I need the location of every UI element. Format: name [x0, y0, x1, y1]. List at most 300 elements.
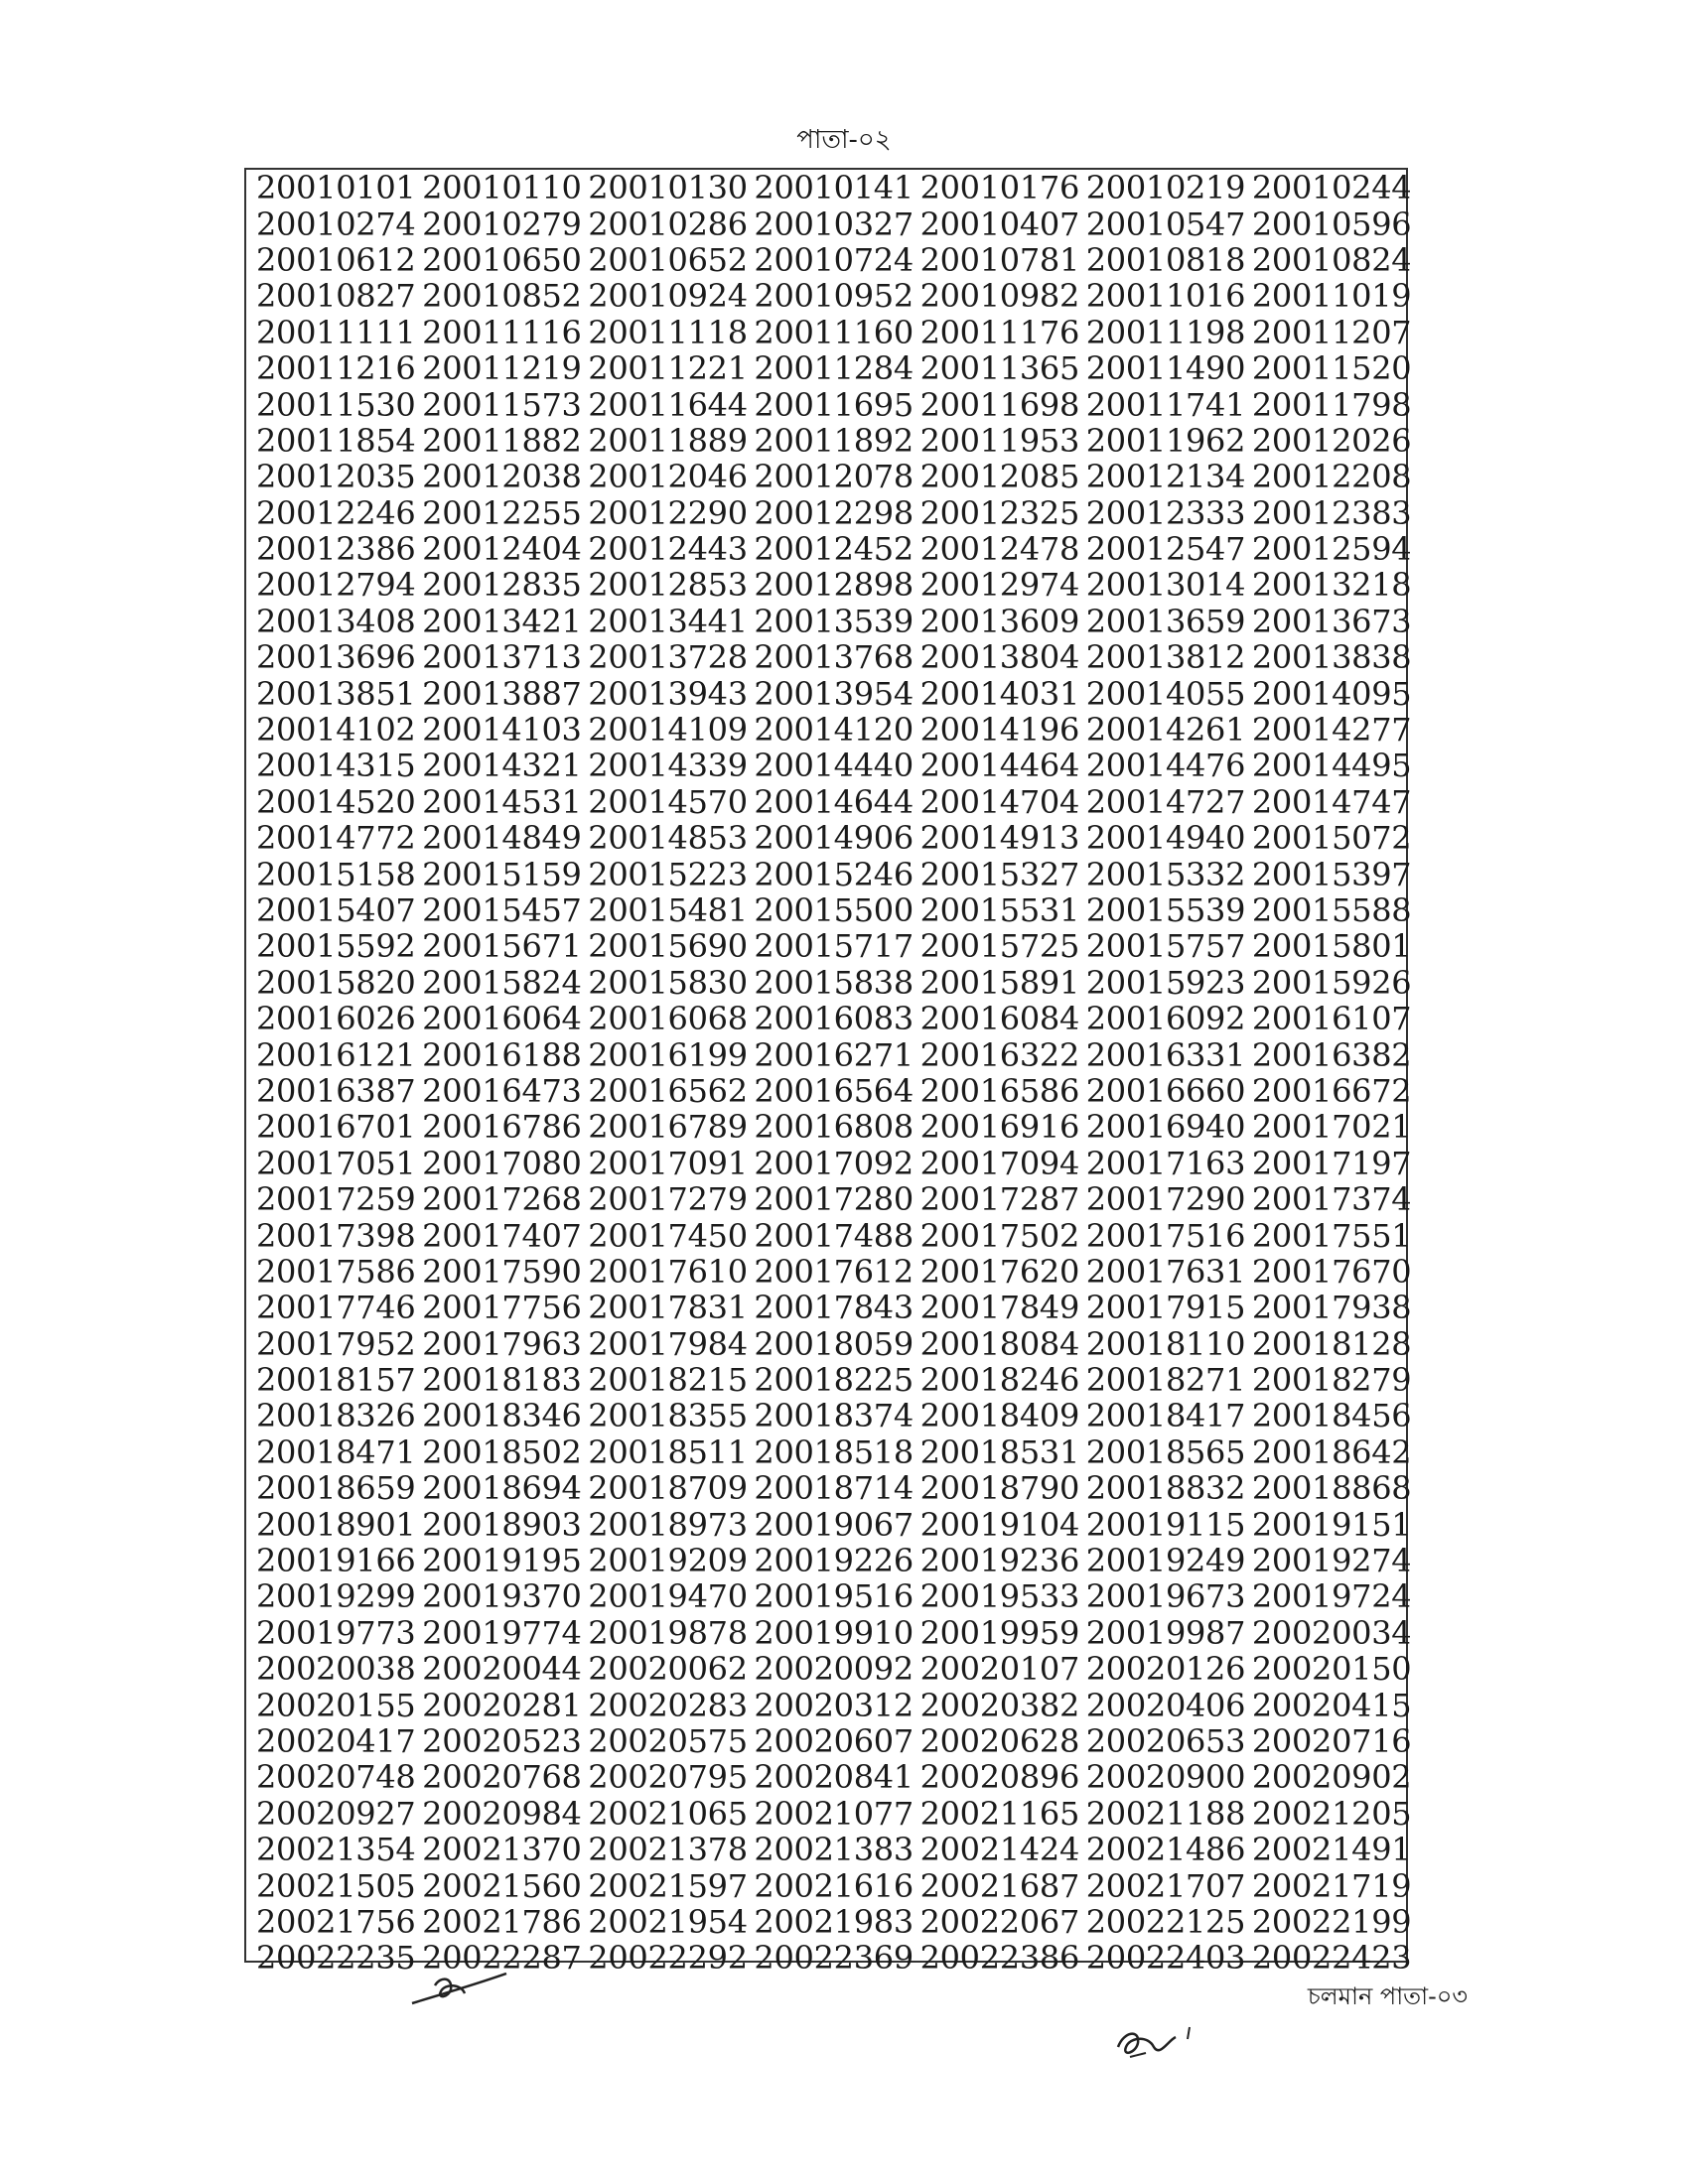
roll-number: 20017094 [919, 1144, 1080, 1182]
roll-number: 20011889 [588, 421, 748, 460]
roll-number: 20018183 [422, 1361, 582, 1400]
roll-number: 20021616 [754, 1866, 914, 1905]
roll-number: 20019209 [588, 1542, 748, 1580]
roll-number: 20016083 [754, 1000, 914, 1038]
roll-number: 20016562 [588, 1071, 748, 1110]
roll-number: 20010781 [919, 240, 1080, 279]
roll-number: 20011160 [754, 313, 914, 351]
roll-number: 20015671 [422, 927, 582, 966]
roll-number: 20021165 [919, 1794, 1080, 1833]
roll-number: 20017280 [754, 1180, 914, 1219]
roll-number: 20014853 [588, 819, 748, 858]
roll-number: 20017631 [1085, 1252, 1246, 1291]
roll-number: 20016701 [256, 1108, 416, 1147]
roll-number: 20020126 [1085, 1650, 1246, 1689]
roll-number: 20011118 [588, 313, 748, 351]
roll-number: 20016121 [256, 1035, 416, 1074]
roll-number: 20022403 [1085, 1939, 1246, 1978]
roll-number: 20010110 [422, 169, 582, 207]
roll-number: 20018868 [1251, 1469, 1412, 1508]
roll-number: 20017374 [1251, 1180, 1412, 1219]
roll-number: 20017756 [422, 1289, 582, 1327]
roll-number: 20011284 [754, 349, 914, 388]
roll-number: 20015830 [588, 963, 748, 1002]
roll-number: 20017670 [1251, 1252, 1412, 1291]
roll-number: 20021486 [1085, 1831, 1246, 1869]
roll-number: 20018271 [1085, 1361, 1246, 1400]
roll-number: 20016188 [422, 1035, 582, 1074]
roll-number: 20015717 [754, 927, 914, 966]
roll-number: 20020748 [256, 1758, 416, 1797]
roll-number: 20017612 [754, 1252, 914, 1291]
roll-number: 20020653 [1085, 1721, 1246, 1760]
roll-number: 20010274 [256, 205, 416, 243]
roll-number: 20016672 [1251, 1071, 1412, 1110]
roll-row [256, 639, 1418, 675]
roll-row [256, 459, 1418, 494]
roll-number: 20013218 [1251, 566, 1412, 605]
roll-number: 20020841 [754, 1758, 914, 1797]
roll-number: 20014055 [1085, 674, 1246, 713]
roll-number: 20013609 [919, 602, 1080, 640]
roll-row [256, 1832, 1418, 1867]
roll-number: 20015457 [422, 891, 582, 929]
roll-number: 20016271 [754, 1035, 914, 1074]
roll-number: 20020107 [919, 1650, 1080, 1689]
roll-number: 20012255 [422, 493, 582, 532]
roll-number: 20017516 [1085, 1216, 1246, 1255]
roll-number: 20014704 [919, 782, 1080, 821]
roll-row [256, 1904, 1418, 1940]
roll-number: 20010612 [256, 240, 416, 279]
roll-number: 20010827 [256, 277, 416, 316]
roll-number: 20020716 [1251, 1721, 1412, 1760]
roll-row [256, 965, 1418, 1001]
roll-number: 20017488 [754, 1216, 914, 1255]
roll-number: 20013804 [919, 638, 1080, 677]
roll-number: 20013696 [256, 638, 416, 677]
roll-number: 20018279 [1251, 1361, 1412, 1400]
roll-number: 20016564 [754, 1071, 914, 1110]
roll-number: 20012208 [1251, 458, 1412, 496]
roll-number: 20018901 [256, 1505, 416, 1544]
roll-number: 20016586 [919, 1071, 1080, 1110]
roll-number: 20017092 [754, 1144, 914, 1182]
roll-number: 20015407 [256, 891, 416, 929]
roll-number: 20017952 [256, 1324, 416, 1363]
roll-row [256, 1543, 1418, 1578]
roll-number: 20017746 [256, 1289, 416, 1327]
roll-number: 20017551 [1251, 1216, 1412, 1255]
roll-number: 20018502 [422, 1433, 582, 1471]
roll-number: 20012898 [754, 566, 914, 605]
roll-number: 20014102 [256, 711, 416, 750]
roll-row [256, 675, 1418, 711]
roll-number: 20013539 [754, 602, 914, 640]
roll-number: 20020038 [256, 1650, 416, 1689]
roll-number: 20022235 [256, 1939, 416, 1978]
roll-number: 20018374 [754, 1397, 914, 1435]
roll-row [256, 315, 1418, 350]
roll-number: 20018346 [422, 1397, 582, 1435]
roll-number: 20021597 [588, 1866, 748, 1905]
roll-number: 20012794 [256, 566, 416, 605]
roll-number: 20011216 [256, 349, 416, 388]
roll-row [256, 748, 1418, 783]
roll-number: 20016473 [422, 1071, 582, 1110]
roll-number: 20014849 [422, 819, 582, 858]
roll-row [256, 892, 1418, 928]
roll-number: 20010596 [1251, 205, 1412, 243]
roll-number: 20020150 [1251, 1650, 1412, 1689]
roll-number: 20020281 [422, 1686, 582, 1724]
roll-number: 20011198 [1085, 313, 1246, 351]
roll-number: 20015891 [919, 963, 1080, 1002]
roll-number: 20017502 [919, 1216, 1080, 1255]
roll-number: 20015820 [256, 963, 416, 1002]
roll-number: 20019724 [1251, 1577, 1412, 1616]
roll-number: 20012246 [256, 493, 416, 532]
roll-number: 20010852 [422, 277, 582, 316]
roll-number: 20014031 [919, 674, 1080, 713]
roll-number-table [244, 168, 1412, 1978]
roll-number: 20012478 [919, 530, 1080, 569]
roll-number: 20021756 [256, 1902, 416, 1941]
roll-row [256, 784, 1418, 820]
roll-number: 20012404 [422, 530, 582, 569]
roll-number: 20019959 [919, 1613, 1080, 1652]
roll-number: 20014440 [754, 747, 914, 785]
roll-row [256, 1290, 1418, 1325]
roll-number: 20021188 [1085, 1794, 1246, 1833]
signature-right [1110, 2017, 1199, 2067]
roll-number: 20017163 [1085, 1144, 1246, 1182]
roll-number: 20011573 [422, 385, 582, 424]
roll-number: 20021077 [754, 1794, 914, 1833]
roll-number: 20020062 [588, 1650, 748, 1689]
roll-number: 20011798 [1251, 385, 1412, 424]
roll-number: 20010952 [754, 277, 914, 316]
roll-row [256, 1723, 1418, 1759]
roll-number: 20019470 [588, 1577, 748, 1616]
roll-row [256, 1434, 1418, 1470]
roll-number: 20014727 [1085, 782, 1246, 821]
roll-number: 20017287 [919, 1180, 1080, 1219]
roll-number: 20014109 [588, 711, 748, 750]
roll-number: 20019370 [422, 1577, 582, 1616]
roll-number: 20013768 [754, 638, 914, 677]
roll-number: 20012452 [754, 530, 914, 569]
roll-number: 20020795 [588, 1758, 748, 1797]
roll-number: 20011111 [256, 313, 416, 351]
roll-number: 20019774 [422, 1613, 582, 1652]
roll-number: 20010982 [919, 277, 1080, 316]
roll-number: 20017831 [588, 1289, 748, 1327]
roll-number: 20016808 [754, 1108, 914, 1147]
roll-number: 20017963 [422, 1324, 582, 1363]
roll-row [256, 712, 1418, 748]
roll-row [256, 1036, 1418, 1072]
roll-number: 20022386 [919, 1939, 1080, 1978]
roll-number: 20018531 [919, 1433, 1080, 1471]
roll-number: 20012594 [1251, 530, 1412, 569]
roll-number: 20013659 [1085, 602, 1246, 640]
roll-number: 20014339 [588, 747, 748, 785]
roll-number: 20019773 [256, 1613, 416, 1652]
roll-number: 20017407 [422, 1216, 582, 1255]
roll-number: 20011953 [919, 421, 1080, 460]
roll-row [256, 1001, 1418, 1036]
roll-number: 20017398 [256, 1216, 416, 1255]
roll-number: 20011219 [422, 349, 582, 388]
roll-number: 20018903 [422, 1505, 582, 1544]
roll-number: 20012325 [919, 493, 1080, 532]
roll-number: 20015539 [1085, 891, 1246, 929]
roll-number: 20018215 [588, 1361, 748, 1400]
roll-number: 20020927 [256, 1794, 416, 1833]
roll-number: 20010652 [588, 240, 748, 279]
roll-number: 20021205 [1251, 1794, 1412, 1833]
roll-number: 20015923 [1085, 963, 1246, 1002]
roll-number: 20012026 [1251, 421, 1412, 460]
roll-number: 20014321 [422, 747, 582, 785]
roll-number: 20019987 [1085, 1613, 1246, 1652]
roll-number: 20012333 [1085, 493, 1246, 532]
roll-number: 20012298 [754, 493, 914, 532]
roll-number: 20011882 [422, 421, 582, 460]
roll-number: 20012046 [588, 458, 748, 496]
roll-number: 20018059 [754, 1324, 914, 1363]
roll-number: 20018417 [1085, 1397, 1246, 1435]
roll-row [256, 1398, 1418, 1433]
roll-number: 20018518 [754, 1433, 914, 1471]
roll-number: 20020984 [422, 1794, 582, 1833]
roll-number: 20015592 [256, 927, 416, 966]
roll-row [256, 1362, 1418, 1398]
roll-number: 20016331 [1085, 1035, 1246, 1074]
roll-number: 20014196 [919, 711, 1080, 750]
roll-number: 20012853 [588, 566, 748, 605]
roll-number: 20013954 [754, 674, 914, 713]
roll-number: 20022125 [1085, 1902, 1246, 1941]
roll-number: 20011741 [1085, 385, 1246, 424]
roll-number: 20011116 [422, 313, 582, 351]
roll-number: 20014476 [1085, 747, 1246, 785]
roll-row [256, 1181, 1418, 1217]
roll-number: 20019104 [919, 1505, 1080, 1544]
roll-number: 20013408 [256, 602, 416, 640]
roll-number: 20011698 [919, 385, 1080, 424]
roll-number: 20020523 [422, 1721, 582, 1760]
roll-number: 20011221 [588, 349, 748, 388]
roll-number: 20021687 [919, 1866, 1080, 1905]
roll-number: 20012038 [422, 458, 582, 496]
roll-number: 20018157 [256, 1361, 416, 1400]
roll-number: 20020044 [422, 1650, 582, 1689]
roll-number: 20013441 [588, 602, 748, 640]
roll-number: 20011854 [256, 421, 416, 460]
roll-number: 20011176 [919, 313, 1080, 351]
roll-number: 20014103 [422, 711, 582, 750]
roll-number: 20011695 [754, 385, 914, 424]
roll-number: 20019166 [256, 1542, 416, 1580]
roll-number: 20016786 [422, 1108, 582, 1147]
roll-number: 20019151 [1251, 1505, 1412, 1544]
roll-number: 20010244 [1251, 169, 1412, 207]
roll-row [256, 1326, 1418, 1362]
roll-number: 20020382 [919, 1686, 1080, 1724]
roll-number: 20013014 [1085, 566, 1246, 605]
roll-number: 20020406 [1085, 1686, 1246, 1724]
roll-number: 20010824 [1251, 240, 1412, 279]
roll-number: 20018225 [754, 1361, 914, 1400]
roll-number: 20017586 [256, 1252, 416, 1291]
roll-number: 20018409 [919, 1397, 1080, 1435]
roll-number: 20011530 [256, 385, 416, 424]
roll-row [256, 604, 1418, 639]
signature-left [407, 1966, 516, 2015]
roll-number: 20012035 [256, 458, 416, 496]
roll-number: 20011207 [1251, 313, 1412, 351]
roll-row [256, 205, 1418, 241]
roll-number: 20019067 [754, 1505, 914, 1544]
roll-number: 20018355 [588, 1397, 748, 1435]
roll-number: 20021786 [422, 1902, 582, 1941]
roll-number: 20017915 [1085, 1289, 1246, 1327]
roll-number: 20017938 [1251, 1289, 1412, 1327]
roll-number: 20016940 [1085, 1108, 1246, 1147]
roll-number: 20022199 [1251, 1902, 1412, 1941]
roll-number: 20021560 [422, 1866, 582, 1905]
roll-number: 20022067 [919, 1902, 1080, 1941]
roll-number: 20011520 [1251, 349, 1412, 388]
roll-number: 20015223 [588, 855, 748, 893]
roll-number: 20021370 [422, 1831, 582, 1869]
roll-row [256, 856, 1418, 891]
roll-number: 20014520 [256, 782, 416, 821]
roll-number: 20016092 [1085, 1000, 1246, 1038]
roll-number: 20016084 [919, 1000, 1080, 1038]
roll-row [256, 350, 1418, 386]
roll-number: 20016660 [1085, 1071, 1246, 1110]
roll-number: 20017197 [1251, 1144, 1412, 1182]
roll-number: 20010279 [422, 205, 582, 243]
roll-number: 20021505 [256, 1866, 416, 1905]
roll-number: 20014570 [588, 782, 748, 821]
roll-number: 20019516 [754, 1577, 914, 1616]
roll-number: 20015838 [754, 963, 914, 1002]
roll-number: 20014531 [422, 782, 582, 821]
roll-number: 20017080 [422, 1144, 582, 1182]
roll-number: 20019910 [754, 1613, 914, 1652]
roll-number: 20015246 [754, 855, 914, 893]
roll-number-grid [256, 170, 1418, 1977]
roll-number: 20012547 [1085, 530, 1246, 569]
roll-number: 20014277 [1251, 711, 1412, 750]
roll-row [256, 423, 1418, 459]
roll-number: 20021707 [1085, 1866, 1246, 1905]
roll-number: 20010650 [422, 240, 582, 279]
page-number-label: পাতা-০২ [796, 125, 892, 155]
roll-row [256, 170, 1418, 205]
roll-row [256, 1796, 1418, 1832]
roll-number: 20020155 [256, 1686, 416, 1724]
roll-number: 20020092 [754, 1650, 914, 1689]
roll-number: 20019115 [1085, 1505, 1246, 1544]
roll-number: 20017091 [588, 1144, 748, 1182]
roll-number: 20020415 [1251, 1686, 1412, 1724]
roll-row [256, 1578, 1418, 1614]
roll-number: 20018709 [588, 1469, 748, 1508]
roll-number: 20010101 [256, 169, 416, 207]
roll-number: 20020768 [422, 1758, 582, 1797]
roll-number: 20018511 [588, 1433, 748, 1471]
roll-number: 20016068 [588, 1000, 748, 1038]
roll-number: 20017021 [1251, 1108, 1412, 1147]
roll-number: 20015500 [754, 891, 914, 929]
roll-number: 20019226 [754, 1542, 914, 1580]
roll-number: 20013812 [1085, 638, 1246, 677]
roll-row [256, 1217, 1418, 1253]
roll-number: 20016382 [1251, 1035, 1412, 1074]
roll-number: 20011019 [1251, 277, 1412, 316]
roll-number: 20017259 [256, 1180, 416, 1219]
roll-number: 20017610 [588, 1252, 748, 1291]
roll-number: 20017843 [754, 1289, 914, 1327]
roll-number: 20018128 [1251, 1324, 1412, 1363]
roll-number: 20018456 [1251, 1397, 1412, 1435]
roll-number: 20016322 [919, 1035, 1080, 1074]
roll-number: 20015072 [1251, 819, 1412, 858]
roll-number: 20019274 [1251, 1542, 1412, 1580]
roll-row [256, 1109, 1418, 1145]
roll-number: 20022369 [754, 1939, 914, 1978]
roll-number: 20014644 [754, 782, 914, 821]
roll-number: 20016107 [1251, 1000, 1412, 1038]
roll-number: 20019878 [588, 1613, 748, 1652]
roll-number: 20022287 [422, 1939, 582, 1978]
roll-number: 20019299 [256, 1577, 416, 1616]
roll-number: 20018110 [1085, 1324, 1246, 1363]
roll-number: 20014772 [256, 819, 416, 858]
roll-number: 20015725 [919, 927, 1080, 966]
roll-number: 20017279 [588, 1180, 748, 1219]
roll-number: 20020312 [754, 1686, 914, 1724]
roll-number: 20017268 [422, 1180, 582, 1219]
roll-number: 20015531 [919, 891, 1080, 929]
roll-number: 20016026 [256, 1000, 416, 1038]
roll-row [256, 1759, 1418, 1795]
roll-row [256, 495, 1418, 531]
roll-number: 20020417 [256, 1721, 416, 1760]
roll-number: 20010407 [919, 205, 1080, 243]
roll-number: 20017290 [1085, 1180, 1246, 1219]
roll-number: 20012974 [919, 566, 1080, 605]
roll-number: 20012383 [1251, 493, 1412, 532]
roll-number: 20012443 [588, 530, 748, 569]
roll-number: 20012835 [422, 566, 582, 605]
roll-number: 20018471 [256, 1433, 416, 1471]
roll-number: 20014120 [754, 711, 914, 750]
roll-number: 20012386 [256, 530, 416, 569]
roll-number: 20018659 [256, 1469, 416, 1508]
roll-number: 20020283 [588, 1686, 748, 1724]
roll-number: 20021065 [588, 1794, 748, 1833]
roll-number: 20015824 [422, 963, 582, 1002]
roll-number: 20020607 [754, 1721, 914, 1760]
roll-number: 20010130 [588, 169, 748, 207]
roll-number: 20022292 [588, 1939, 748, 1978]
